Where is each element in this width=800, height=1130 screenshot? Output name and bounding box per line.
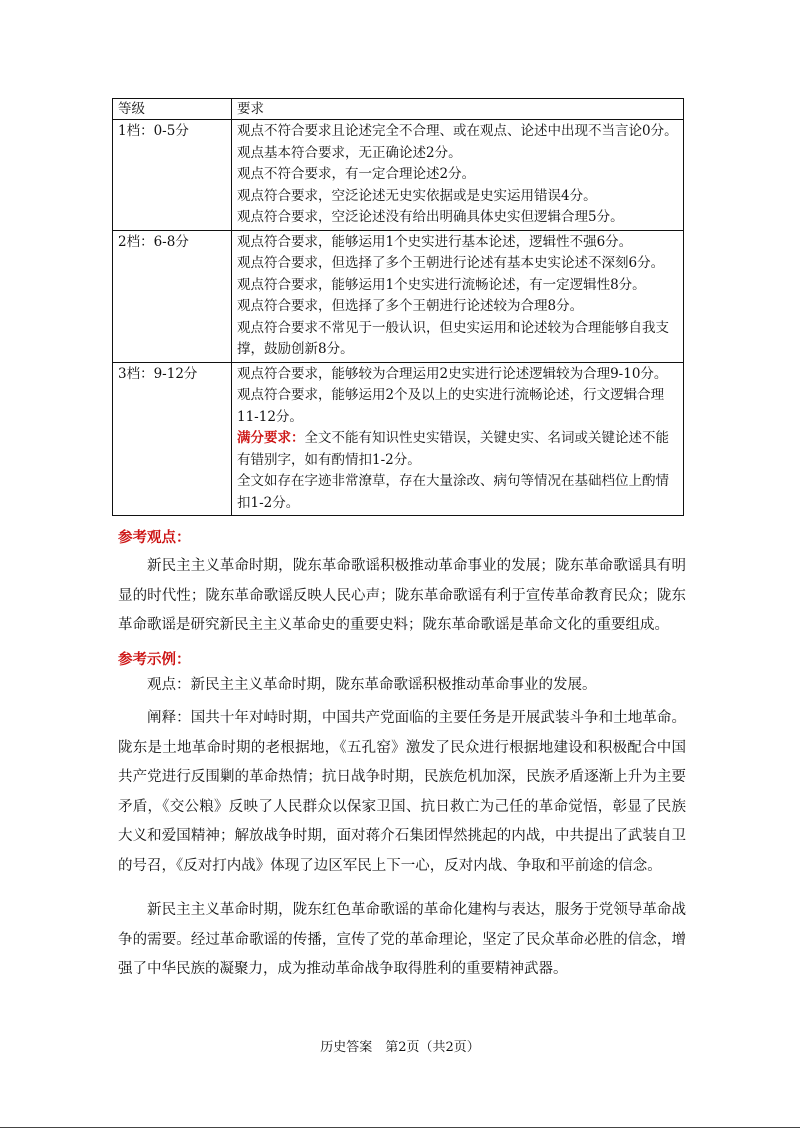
requirement-line: 观点不符合要求且论述完全不合理、或在观点、论述中出现不当言论0分。 xyxy=(237,123,678,139)
level-cell: 2档：6-8分 xyxy=(113,230,232,362)
page-footer: 历史答案 第2页（共2页） xyxy=(320,1040,480,1055)
requirement-line: 观点不符合要求，有一定合理论述2分。 xyxy=(237,166,476,182)
requirement-line: 观点符合要求，能够较为合理运用2史实进行论述逻辑较为合理9-10分。 xyxy=(237,365,668,382)
requirement-line: 观点符合要求，能够运用1个史实进行基本论述，逻辑性不强6分。 xyxy=(237,233,633,250)
example-elaboration: 阐释：国共十年对峙时期，中国共产党面临的主要任务是开展武装斗争和土地革命。陇东是土地革命时期的老根据地，《五孔窑》激发了民众进行根据地建设和积极配合中国共产党进行反围剿的革命热情；抗日战争时期，民族危机加深，民族矛盾逐渐上升为主要矛盾，《交公粮》反映了人民群众以保家卫国、抗日救亡为己任的革命觉悟，彰显了民族大义和爱国精神；解放战争时期，面对蒋介石集团悍然挑起的内战，中共提出了武装自卫的号召，《反对打内战》体现了边区军民上下一心，反对内战、争取和平前途的信念。 xyxy=(118,710,686,874)
requirements-cell xyxy=(232,120,684,231)
requirement-line: 全文如存在字迹非常潦草，存在大量涂改、病句等情况在基础档位上酌情扣1-2分。 xyxy=(237,473,669,511)
requirement-line: 观点符合要求，空泛论述没有给出明确具体史实但逻辑合理5分。 xyxy=(237,209,624,225)
requirement-line: 观点符合要求，但选择了多个王朝进行论述有基本史实论述不深刻6分。 xyxy=(237,255,665,271)
requirement-line: 观点符合要求，能够运用1个史实进行流畅论述，有一定逻辑性8分。 xyxy=(237,276,646,293)
requirements-cell xyxy=(232,230,684,362)
reference-view-text: 新民主主义革命时期，陇东革命歌谣积极推动革命事业的发展；陇东革命歌谣具有明显的时代性；陇东革命歌谣反映人民心声；陇东革命歌谣有利于宣传革命教育民众；陇东革命歌谣是研究新民主主义革命史的重要史料；陇东革命歌谣是革命文化的重要组成。 xyxy=(118,558,686,633)
requirements-cell xyxy=(232,362,684,516)
level-cell: 3档：9-12分 xyxy=(113,362,232,516)
table-row xyxy=(113,230,684,362)
header-level: 等级 xyxy=(113,99,232,120)
full-marks-requirement xyxy=(237,428,678,471)
table-row xyxy=(113,362,684,516)
grading-rubric-table xyxy=(112,98,684,516)
level-cell: 1档：0-5分 xyxy=(113,120,232,231)
reference-example-heading: 参考示例： xyxy=(118,651,191,668)
requirement-line: 观点符合要求，但选择了多个王朝进行论述较为合理8分。 xyxy=(237,298,584,314)
table-header-row xyxy=(113,99,684,120)
requirement-line: 观点符合要求，能够运用2个及以上的史实进行流畅论述，行文逻辑合理11-12分。 xyxy=(237,387,665,425)
requirement-line: 观点符合要求不常见于一般认识，但史实运用和论述较为合理能够自我支撑，鼓励创新8分。 xyxy=(237,319,669,357)
full-marks-text: 全文不能有知识性史实错误，关键史实、名词或关键论述不能有错别字，如有酌情扣1-2分。 xyxy=(237,430,669,468)
reference-view-heading: 参考观点： xyxy=(118,529,191,546)
table-row xyxy=(113,120,684,231)
bottom-divider xyxy=(0,1127,800,1128)
example-conclusion: 新民主主义革命时期，陇东红色革命歌谣的革命化建构与表达，服务于党领导革命战争的需要。经过革命歌谣的传播，宣传了党的革命理论，坚定了民众革命必胜的信念，增强了中华民族的凝聚力，成为推动革命战争取得胜利的重要精神武器。 xyxy=(118,902,686,977)
header-requirements: 要求 xyxy=(232,99,684,120)
full-marks-label: 满分要求： xyxy=(237,430,305,446)
requirement-line: 观点符合要求，空泛论述无史实依据或是史实运用错误4分。 xyxy=(237,187,597,204)
example-viewpoint: 观点：新民主主义革命时期，陇东革命歌谣积极推动革命事业的发展。 xyxy=(147,677,597,693)
requirement-line: 观点基本符合要求，无正确论述2分。 xyxy=(237,144,462,161)
